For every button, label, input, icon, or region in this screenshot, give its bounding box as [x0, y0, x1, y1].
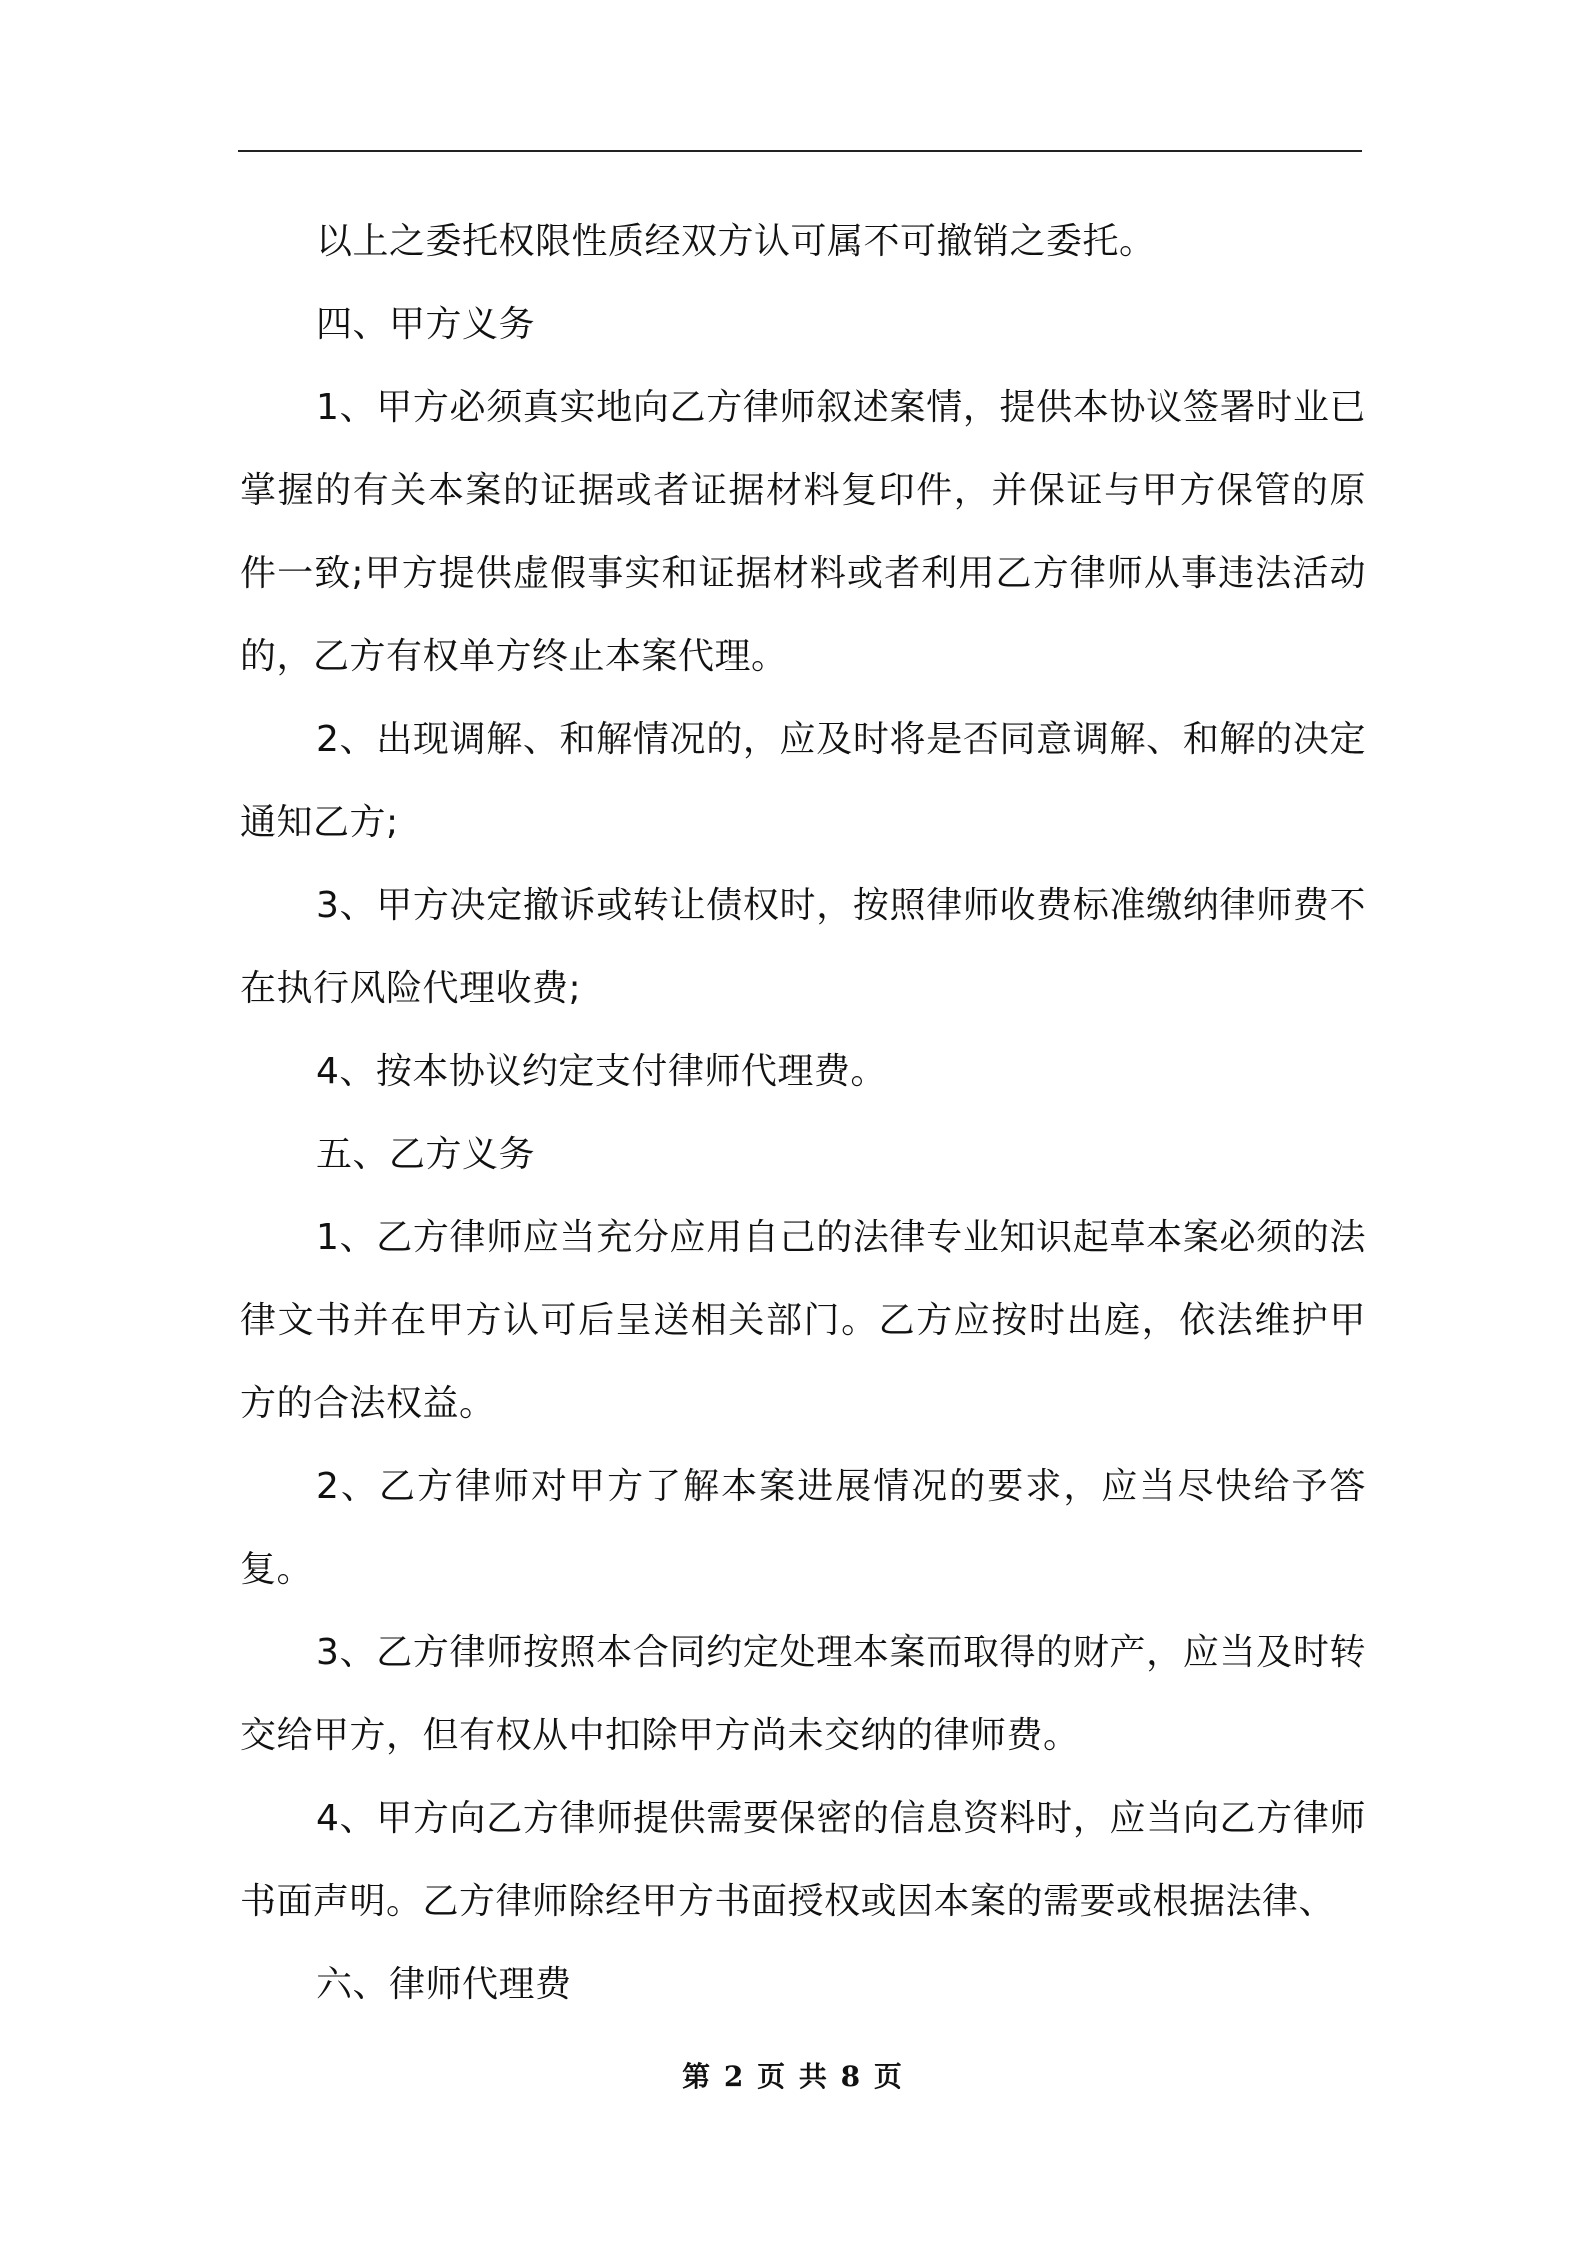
page-number: 第 2 页 共 8 页	[682, 2060, 904, 2093]
paragraph-party-b-item-2: 2、乙方律师对甲方了解本案进展情况的要求，应当尽快给予答复。	[240, 1466, 1366, 1590]
paragraph-authority-note: 以上之委托权限性质经双方认可属不可撤销之委托。	[316, 221, 1156, 262]
paragraph-party-a-item-3: 3、甲方决定撤诉或转让债权时，按照律师收费标准缴纳律师费不在执行风险代理收费;	[240, 885, 1366, 1009]
document-body	[240, 200, 1366, 2026]
paragraph-party-b-item-1: 1、乙方律师应当充分应用自己的法律专业知识起草本案必须的法律文书并在甲方认可后呈送相关部门。乙方应按时出庭，依法维护甲方的合法权益。	[240, 1217, 1366, 1424]
header-rule	[238, 150, 1362, 152]
section-heading-attorney-fee: 六、律师代理费	[316, 1964, 572, 2005]
paragraph-party-b-item-3: 3、乙方律师按照本合同约定处理本案而取得的财产，应当及时转交给甲方，但有权从中扣除甲方尚未交纳的律师费。	[240, 1632, 1366, 1756]
section-heading-party-a-obligations: 四、甲方义务	[316, 304, 536, 345]
section-heading-party-b-obligations: 五、乙方义务	[316, 1134, 536, 1175]
paragraph-party-a-item-1: 1、甲方必须真实地向乙方律师叙述案情，提供本协议签署时业已掌握的有关本案的证据或者证据材料复印件，并保证与甲方保管的原件一致;甲方提供虚假事实和证据材料或者利用乙方律师从事违法活动的，乙方有权单方终止本案代理。	[240, 387, 1366, 677]
paragraph-party-b-item-4: 4、甲方向乙方律师提供需要保密的信息资料时，应当向乙方律师书面声明。乙方律师除经甲方书面授权或因本案的需要或根据法律、	[240, 1798, 1366, 1922]
paragraph-party-a-item-2: 2、出现调解、和解情况的，应及时将是否同意调解、和解的决定通知乙方;	[240, 719, 1366, 843]
paragraph-party-a-item-4: 4、按本协议约定支付律师代理费。	[316, 1051, 887, 1092]
